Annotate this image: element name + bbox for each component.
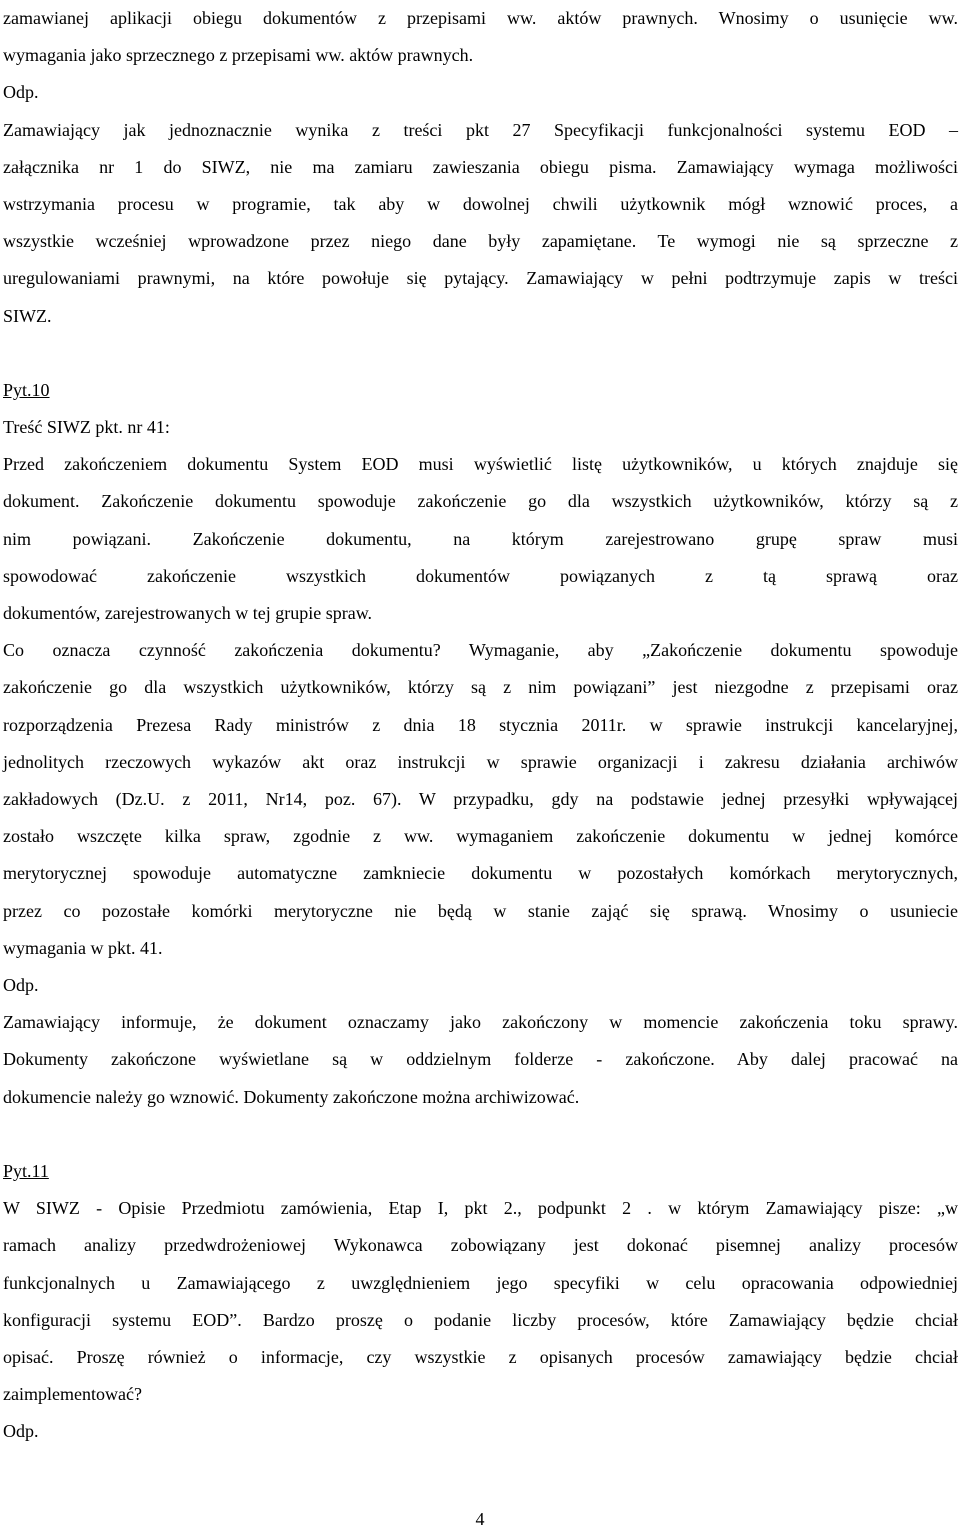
text-line: opisać. Proszę również o informacje, czy wszystkie z opisanych procesów zamawiający będzie chciał [3, 1346, 958, 1367]
text-line: Dokumenty zakończone wyświetlane są w oddzielnym folderze - zakończone. Aby dalej pracować na [3, 1049, 958, 1070]
question-10-heading: Pyt.10 [3, 379, 50, 400]
text-line: zakończenie go dla wszystkich użytkowników, którzy są z nim powiązani” jest niezgodne z przepisami oraz [3, 677, 958, 698]
text-line: dokumencie należy go wznowić. Dokumenty zakończone można archiwizować. [3, 1086, 580, 1107]
section-gap [3, 335, 958, 372]
text-line: ramach analizy przedwdrożeniowej Wykonawca zobowiązany jest dokonać pisemnej analizy procesów [3, 1235, 958, 1256]
question-paragraph [3, 1190, 958, 1413]
text-line: wymagania jako sprzecznego z przepisami ww. aktów prawnych. [3, 45, 474, 66]
text-line: wymagania w pkt. 41. [3, 937, 163, 958]
text-line: Zamawiający jak jednoznacznie wynika z treści pkt 27 Specyfikacji funkcjonalności systemu EOD – [3, 119, 958, 140]
question-heading [3, 1153, 958, 1190]
text-line: jednolitych rzeczowych wykazów akt oraz instrukcji w sprawie organizacji i zakresu działania archiwów [3, 751, 958, 772]
text-line: zostało wszczęte kilka spraw, zgodnie z ww. wymaganiem zakończenie dokumentu w jednej komórce [3, 826, 958, 847]
question-subject: Treść SIWZ pkt. nr 41: [3, 417, 170, 438]
text-line: konfiguracji systemu EOD”. Bardzo proszę o podanie liczby procesów, które Zamawiający będzie chciał [3, 1309, 958, 1330]
text-line: rozporządzenia Prezesa Rady ministrów z dnia 18 stycznia 2011r. w sprawie instrukcji kancelaryjnej, [3, 714, 958, 735]
text-line: SIWZ. [3, 305, 52, 326]
section-gap [3, 1116, 958, 1153]
text-line: Przed zakończeniem dokumentu System EOD musi wyświetlić listę użytkowników, u których znajduje się [3, 454, 958, 475]
answer-paragraph [3, 112, 958, 335]
answer-paragraph [3, 1004, 958, 1116]
question-paragraph [3, 632, 958, 967]
text-line: wstrzymania procesu w programie, tak aby w dowolnej chwili użytkownik mógł wznowić proces, a [3, 194, 958, 215]
answer-label: Odp. [3, 82, 39, 103]
text-line: przez co pozostałe komórki merytoryczne nie będą w stanie zająć się sprawą. Wnosimy o usuniecie [3, 900, 958, 921]
text-line: zakładowych (Dz.U. z 2011, Nr14, poz. 67). W przypadku, gdy na podstawie jednej przesyłki wpływającej [3, 789, 958, 810]
question-11-heading: Pyt.11 [3, 1160, 49, 1181]
quote-paragraph [3, 446, 958, 632]
text-line: zamawianej aplikacji obiegu dokumentów z przepisami ww. aktów prawnych. Wnosimy o usunięcie ww. [3, 8, 958, 28]
text-line: funkcjonalnych u Zamawiającego z uwzględnieniem jego specyfiki w celu opracowania odpowiedniej [3, 1272, 958, 1293]
text-line: Co oznacza czynność zakończenia dokumentu? Wymaganie, aby „Zakończenie dokumentu spowoduje [3, 640, 958, 661]
intro-paragraph [3, 0, 958, 74]
text-line: dokumentów, zarejestrowanych w tej grupie spraw. [3, 603, 373, 624]
text-line: załącznika nr 1 do SIWZ, nie ma zamiaru zawieszania obiegu pisma. Zamawiający wymaga możliwości [3, 156, 958, 177]
text-line: spowodować zakończenie wszystkich dokumentów powiązanych z tą sprawą oraz [3, 565, 958, 586]
text-line: wszystkie wcześniej wprowadzone przez niego dane były zapamiętane. Te wymogi nie są sprzeczne z [3, 231, 958, 252]
text-line: uregulowaniami prawnymi, na które powołuje się pytający. Zamawiający w pełni podtrzymuje zapis w treści [3, 268, 958, 289]
text-line: merytorycznej spowoduje automatyczne zamkniecie dokumentu w pozostałych komórkach merytorycznych, [3, 863, 958, 884]
document-body [3, 0, 958, 1451]
text-line: nim powiązani. Zakończenie dokumentu, na którym zarejestrowano grupę spraw musi [3, 528, 958, 549]
text-line: zaimplementować? [3, 1384, 142, 1405]
text-line: dokument. Zakończenie dokumentu spowoduje zakończenie go dla wszystkich użytkowników, którzy są z [3, 491, 958, 512]
question-heading [3, 372, 958, 409]
answer-label: Odp. [3, 975, 39, 996]
text-line: Zamawiający informuje, że dokument oznaczamy jako zakończony w momencie zakończenia toku sprawy. [3, 1012, 958, 1033]
text-line: W SIWZ - Opisie Przedmiotu zamówienia, Etap I, pkt 2., podpunkt 2 . w którym Zamawiający pisze: „w [3, 1198, 958, 1219]
page-number: 4 [475, 1509, 485, 1529]
answer-label: Odp. [3, 1421, 39, 1442]
